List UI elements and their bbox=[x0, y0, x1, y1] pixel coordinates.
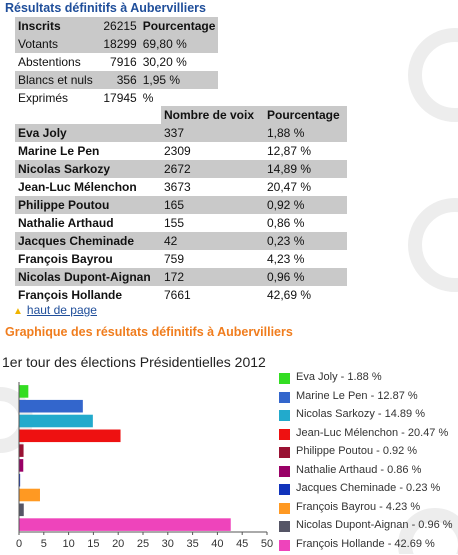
x-tick-label: 40 bbox=[211, 538, 224, 550]
candidate-votes: 165 bbox=[161, 196, 264, 214]
legend-label: François Hollande - 42.69 % bbox=[296, 537, 435, 550]
table-header-row bbox=[15, 106, 347, 124]
stat-value: 356 bbox=[96, 71, 140, 89]
x-tick-label: 30 bbox=[161, 538, 174, 550]
legend-label: Philippe Poutou - 0.92 % bbox=[296, 445, 418, 457]
candidate-name: Philippe Poutou bbox=[15, 196, 161, 214]
bar-5 bbox=[19, 459, 23, 472]
candidate-votes: 3673 bbox=[164, 180, 191, 194]
candidate-pct: 20,47 % bbox=[267, 180, 312, 194]
table-row bbox=[15, 214, 347, 232]
stat-value: 17945 bbox=[103, 91, 137, 105]
candidate-pct: 12,87 % bbox=[267, 144, 312, 158]
table-row bbox=[15, 124, 347, 142]
back-to-top-link[interactable]: haut de page bbox=[26, 303, 97, 317]
table-row bbox=[15, 142, 347, 160]
candidate-votes: 155 bbox=[164, 216, 185, 230]
stat-pct: % bbox=[142, 91, 154, 105]
stat-label: Abstentions bbox=[18, 55, 81, 69]
candidate-name: Nicolas Sarkozy bbox=[15, 160, 161, 178]
table-row bbox=[15, 35, 218, 53]
x-tick-label: 10 bbox=[62, 538, 75, 550]
bar-7 bbox=[19, 489, 40, 502]
table-row bbox=[15, 53, 218, 71]
stat-pct: 69,80 % bbox=[140, 35, 219, 53]
table-row bbox=[15, 160, 347, 178]
candidate-pct: 1,88 % bbox=[264, 124, 347, 142]
percentage-header: Pourcentage bbox=[140, 17, 219, 35]
x-tick-label: 35 bbox=[186, 538, 199, 550]
legend-label: Jacques Cheminade - 0.23 % bbox=[296, 482, 441, 494]
legend-swatch bbox=[279, 466, 290, 477]
legend-label: Eva Joly - 1.88 % bbox=[296, 371, 382, 383]
bar-0 bbox=[19, 385, 28, 398]
votes-header: Nombre de voix bbox=[161, 106, 264, 124]
legend-label: Nathalie Arthaud - 0.86 % bbox=[296, 463, 422, 476]
candidate-votes: 759 bbox=[164, 252, 185, 266]
candidates-table bbox=[15, 106, 347, 304]
candidate-name: Nathalie Arthaud bbox=[18, 216, 114, 230]
registered-label: Inscrits bbox=[15, 17, 96, 35]
bar-4 bbox=[19, 444, 24, 457]
bar-2 bbox=[19, 415, 93, 428]
candidate-name: Marine Le Pen bbox=[18, 144, 100, 158]
bar-1 bbox=[19, 400, 83, 413]
candidate-votes: 337 bbox=[161, 124, 264, 142]
candidate-name: Jacques Cheminade bbox=[15, 232, 161, 250]
legend-label: Jean-Luc Mélenchon - 20.47 % bbox=[296, 426, 449, 439]
candidate-pct: 0,96 % bbox=[264, 268, 347, 286]
legend-label: Marine Le Pen - 12.87 % bbox=[296, 389, 418, 402]
pct-header: Pourcentage bbox=[264, 106, 347, 124]
stat-label: Blancs et nuls bbox=[15, 71, 96, 89]
legend-swatch bbox=[279, 373, 290, 384]
legend-swatch bbox=[279, 392, 290, 403]
candidate-name: Nicolas Dupont-Aignan bbox=[15, 268, 161, 286]
stat-pct: 1,95 % bbox=[140, 71, 219, 89]
legend-label: François Bayrou - 4.23 % bbox=[296, 500, 421, 513]
legend-swatch bbox=[279, 484, 290, 495]
turnout-table bbox=[15, 17, 218, 107]
triangle-up-icon: ▲ bbox=[13, 306, 23, 317]
stat-label: Votants bbox=[15, 35, 96, 53]
x-tick-label: 25 bbox=[136, 538, 150, 550]
table-row bbox=[15, 232, 347, 250]
candidate-name: François Bayrou bbox=[18, 252, 113, 266]
table-row bbox=[15, 89, 218, 107]
table-row bbox=[15, 196, 347, 214]
stat-label: Exprimés bbox=[18, 91, 69, 105]
candidate-pct: 0,23 % bbox=[264, 232, 347, 250]
candidate-pct: 14,89 % bbox=[264, 160, 347, 178]
candidate-votes: 172 bbox=[161, 268, 264, 286]
candidate-pct: 0,86 % bbox=[267, 216, 305, 230]
table-row bbox=[15, 178, 347, 196]
candidate-votes: 2672 bbox=[161, 160, 264, 178]
bar-3 bbox=[19, 430, 121, 443]
x-tick-label: 0 bbox=[15, 538, 23, 550]
stat-value: 18299 bbox=[96, 35, 140, 53]
table-row bbox=[15, 286, 347, 304]
x-tick-label: 20 bbox=[112, 538, 125, 550]
candidate-pct: 4,23 % bbox=[267, 252, 305, 266]
candidate-votes: 7661 bbox=[164, 288, 191, 302]
legend-swatch bbox=[279, 410, 290, 421]
results-heading: Résultats définitifs à Aubervilliers bbox=[5, 1, 206, 15]
bar-9 bbox=[19, 518, 231, 531]
table-row bbox=[15, 250, 347, 268]
x-tick-label: 5 bbox=[40, 538, 47, 550]
legend-label: Nicolas Dupont-Aignan - 0.96 % bbox=[296, 519, 453, 531]
table-row bbox=[15, 71, 218, 89]
chart-title: 1er tour des élections Présidentielles 2012 bbox=[2, 354, 266, 370]
table-row bbox=[15, 268, 347, 286]
x-tick-label: 15 bbox=[87, 538, 100, 550]
chart-heading: Graphique des résultats définitifs à Aubervilliers bbox=[5, 325, 293, 339]
name-header bbox=[15, 106, 161, 124]
bar-8 bbox=[19, 504, 24, 517]
registered-value: 26215 bbox=[96, 17, 140, 35]
legend-swatch bbox=[279, 429, 290, 440]
legend-label: Nicolas Sarkozy - 14.89 % bbox=[296, 408, 425, 420]
candidate-name: Jean-Luc Mélenchon bbox=[18, 180, 137, 194]
legend-swatch bbox=[279, 447, 290, 458]
legend-swatch bbox=[279, 503, 290, 514]
x-tick-label: 50 bbox=[260, 538, 274, 550]
candidate-name: François Hollande bbox=[18, 288, 123, 302]
table-row bbox=[15, 17, 218, 35]
stat-pct: 30,20 % bbox=[142, 55, 187, 69]
results-bar-chart bbox=[0, 378, 280, 554]
back-to-top bbox=[13, 303, 97, 317]
candidate-name: Eva Joly bbox=[15, 124, 161, 142]
candidate-pct: 0,92 % bbox=[264, 196, 347, 214]
candidate-votes: 2309 bbox=[164, 144, 191, 158]
stat-value: 7916 bbox=[110, 55, 137, 69]
legend-swatch bbox=[279, 540, 290, 551]
x-tick-label: 45 bbox=[236, 538, 249, 550]
candidate-pct: 42,69 % bbox=[267, 288, 312, 302]
legend-swatch bbox=[279, 521, 290, 532]
candidate-votes: 42 bbox=[161, 232, 264, 250]
